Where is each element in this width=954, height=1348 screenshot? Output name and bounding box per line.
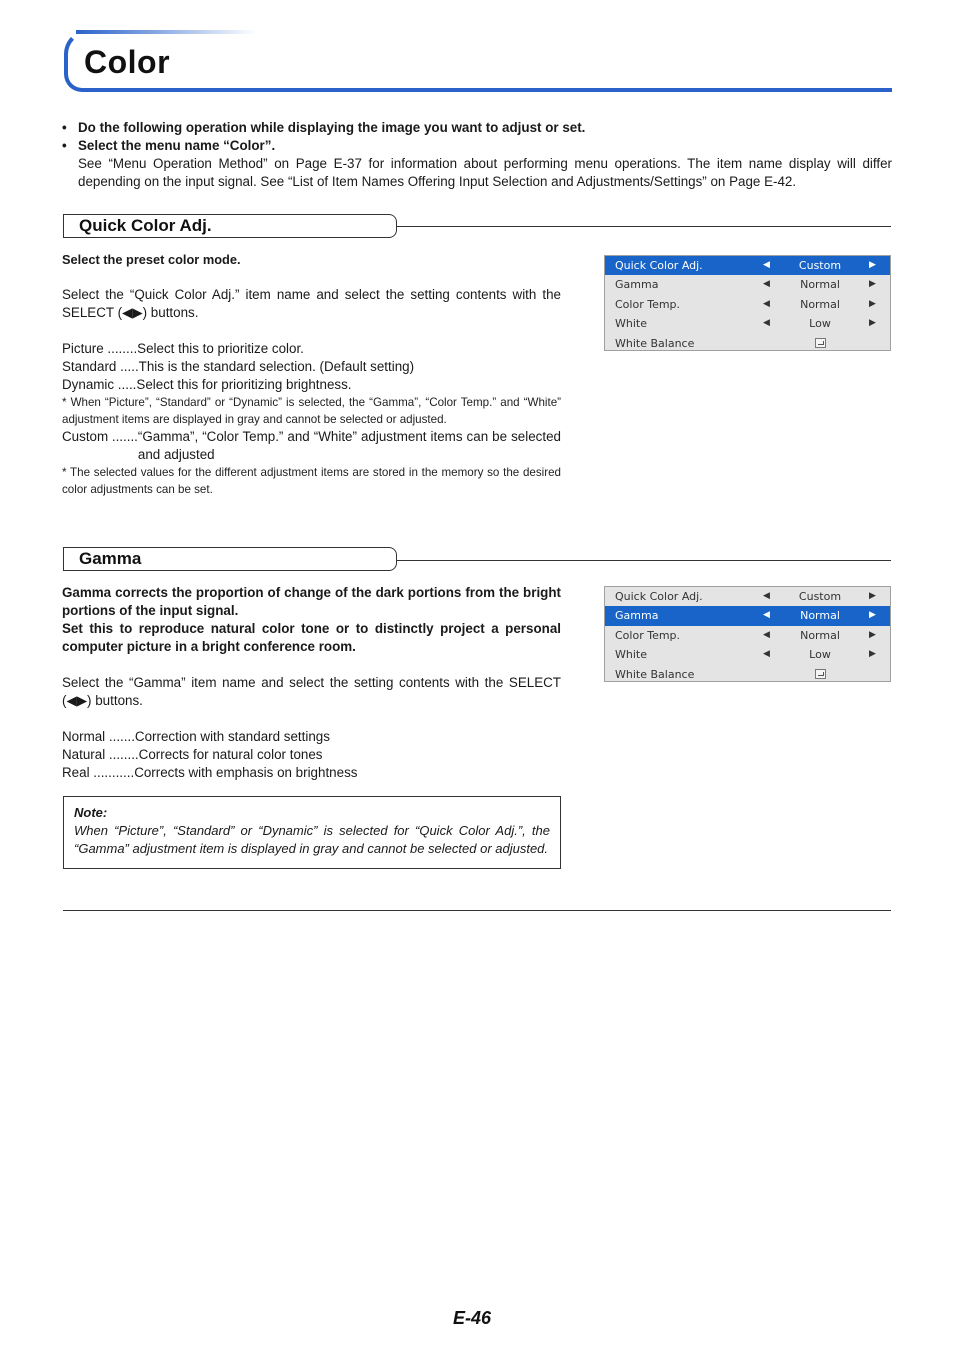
title-accent xyxy=(76,30,256,34)
right-arrow-icon: ▶ xyxy=(869,591,876,601)
list-item: Picture ........ Select this to prioritize color. xyxy=(62,341,304,356)
left-arrow-icon: ◀ xyxy=(763,260,770,270)
left-arrow-icon: ◀ xyxy=(763,610,770,621)
quick-color-note-1: * When “Picture”, “Standard” or “Dynamic” is selected, the “Gamma”, “Color Temp.” and “White” adjustment items are displayed in gray and cannot be selected or adjusted. xyxy=(62,396,561,426)
intro-bullet-2-detail: See “Menu Operation Method” on Page E-37 for information about performing menu operations. The item name display will differ depending on the input signal. See “List of Item Names Offering Input Selection and Adjustments/Settings” on Page E-42. xyxy=(78,156,892,189)
right-arrow-icon: ▶ xyxy=(869,298,876,309)
left-arrow-icon: ◀ xyxy=(763,591,770,601)
page-title: Color xyxy=(84,44,171,80)
osd-row-white-balance: White Balance xyxy=(605,665,890,684)
osd-row-color-temp: Color Temp. ◀ Normal ▶ xyxy=(605,626,890,645)
left-arrow-icon: ◀ xyxy=(763,629,770,640)
list-item: Normal ....... Correction with standard settings xyxy=(62,729,330,744)
osd-row-white: White ◀ Low ▶ xyxy=(605,314,890,333)
gamma-instruction: Select the “Gamma” item name and select the setting contents with the SELECT (◀▶) buttons. xyxy=(62,675,561,708)
list-item: Real ........... Corrects with emphasis on brightness xyxy=(62,765,358,780)
gamma-lead-1: Gamma corrects the proportion of change of the dark portions from the bright portions of the input signal. xyxy=(62,585,561,618)
intro-bullet-2: • Select the menu name “Color”. xyxy=(62,137,892,155)
osd-row-color-temp: Color Temp. ◀ Normal ▶ xyxy=(605,295,890,314)
osd-row-quick-color-adj: Quick Color Adj. ◀ Custom ▶ xyxy=(605,256,890,275)
list-item: Standard ..... This is the standard selection. (Default setting) xyxy=(62,359,415,374)
title-frame xyxy=(64,30,892,92)
section-title-quick-color: Quick Color Adj. xyxy=(79,216,212,235)
bottom-rule xyxy=(63,910,891,911)
enter-icon xyxy=(815,338,826,348)
quick-color-body xyxy=(62,251,561,498)
note-title: Note: xyxy=(74,805,108,820)
enter-icon xyxy=(815,669,826,679)
intro-bullet-1: • Do the following operation while displaying the image you want to adjust or set. xyxy=(62,119,892,137)
right-arrow-icon: ▶ xyxy=(869,318,876,329)
right-arrow-icon: ▶ xyxy=(869,260,876,270)
quick-color-lead: Select the preset color mode. xyxy=(62,252,241,267)
section-rule-quick-color xyxy=(397,226,891,227)
list-item: Natural ........ Corrects for natural color tones xyxy=(62,747,323,762)
page-number: E-46 xyxy=(453,1308,492,1328)
right-arrow-icon: ▶ xyxy=(869,279,876,290)
osd-row-white: White ◀ Low ▶ xyxy=(605,645,890,664)
left-arrow-icon: ◀ xyxy=(763,279,770,290)
note-text: When “Picture”, “Standard” or “Dynamic” is selected for “Quick Color Adj.”, the “Gamma” adjustment item is displayed in gray and cannot be selected or adjusted. xyxy=(74,823,550,856)
note-box xyxy=(63,796,561,869)
section-rule-gamma xyxy=(397,560,891,561)
left-arrow-icon: ◀ xyxy=(763,649,770,660)
list-item: Dynamic ..... Select this for prioritizing brightness. xyxy=(62,377,352,392)
section-title-gamma: Gamma xyxy=(79,549,142,568)
osd-row-gamma: Gamma ◀ Normal ▶ xyxy=(605,606,890,625)
osd-row-gamma: Gamma ◀ Normal ▶ xyxy=(605,275,890,294)
osd-menu-gamma xyxy=(604,586,891,682)
right-arrow-icon: ▶ xyxy=(869,610,876,621)
right-arrow-icon: ▶ xyxy=(869,629,876,640)
osd-row-white-balance: White Balance xyxy=(605,334,890,353)
quick-color-instruction: Select the “Quick Color Adj.” item name and select the setting contents with the SELECT (◀▶) buttons. xyxy=(62,287,561,320)
right-arrow-icon: ▶ xyxy=(869,649,876,660)
osd-menu-quick-color xyxy=(604,255,891,351)
quick-color-note-2: * The selected values for the different adjustment items are stored in the memory so the desired color adjustments can be set. xyxy=(62,466,561,496)
gamma-lead-2: Set this to reproduce natural color tone or to distinctly project a personal computer picture in a bright conference room. xyxy=(62,621,561,654)
left-arrow-icon: ◀ xyxy=(763,298,770,309)
intro xyxy=(62,119,892,191)
list-item-custom: Custom ....... “Gamma”, “Color Temp.” and “White” adjustment items can be selected and adjusted xyxy=(62,429,561,462)
left-arrow-icon: ◀ xyxy=(763,318,770,329)
osd-row-quick-color-adj: Quick Color Adj. ◀ Custom ▶ xyxy=(605,587,890,606)
gamma-body xyxy=(62,584,561,782)
